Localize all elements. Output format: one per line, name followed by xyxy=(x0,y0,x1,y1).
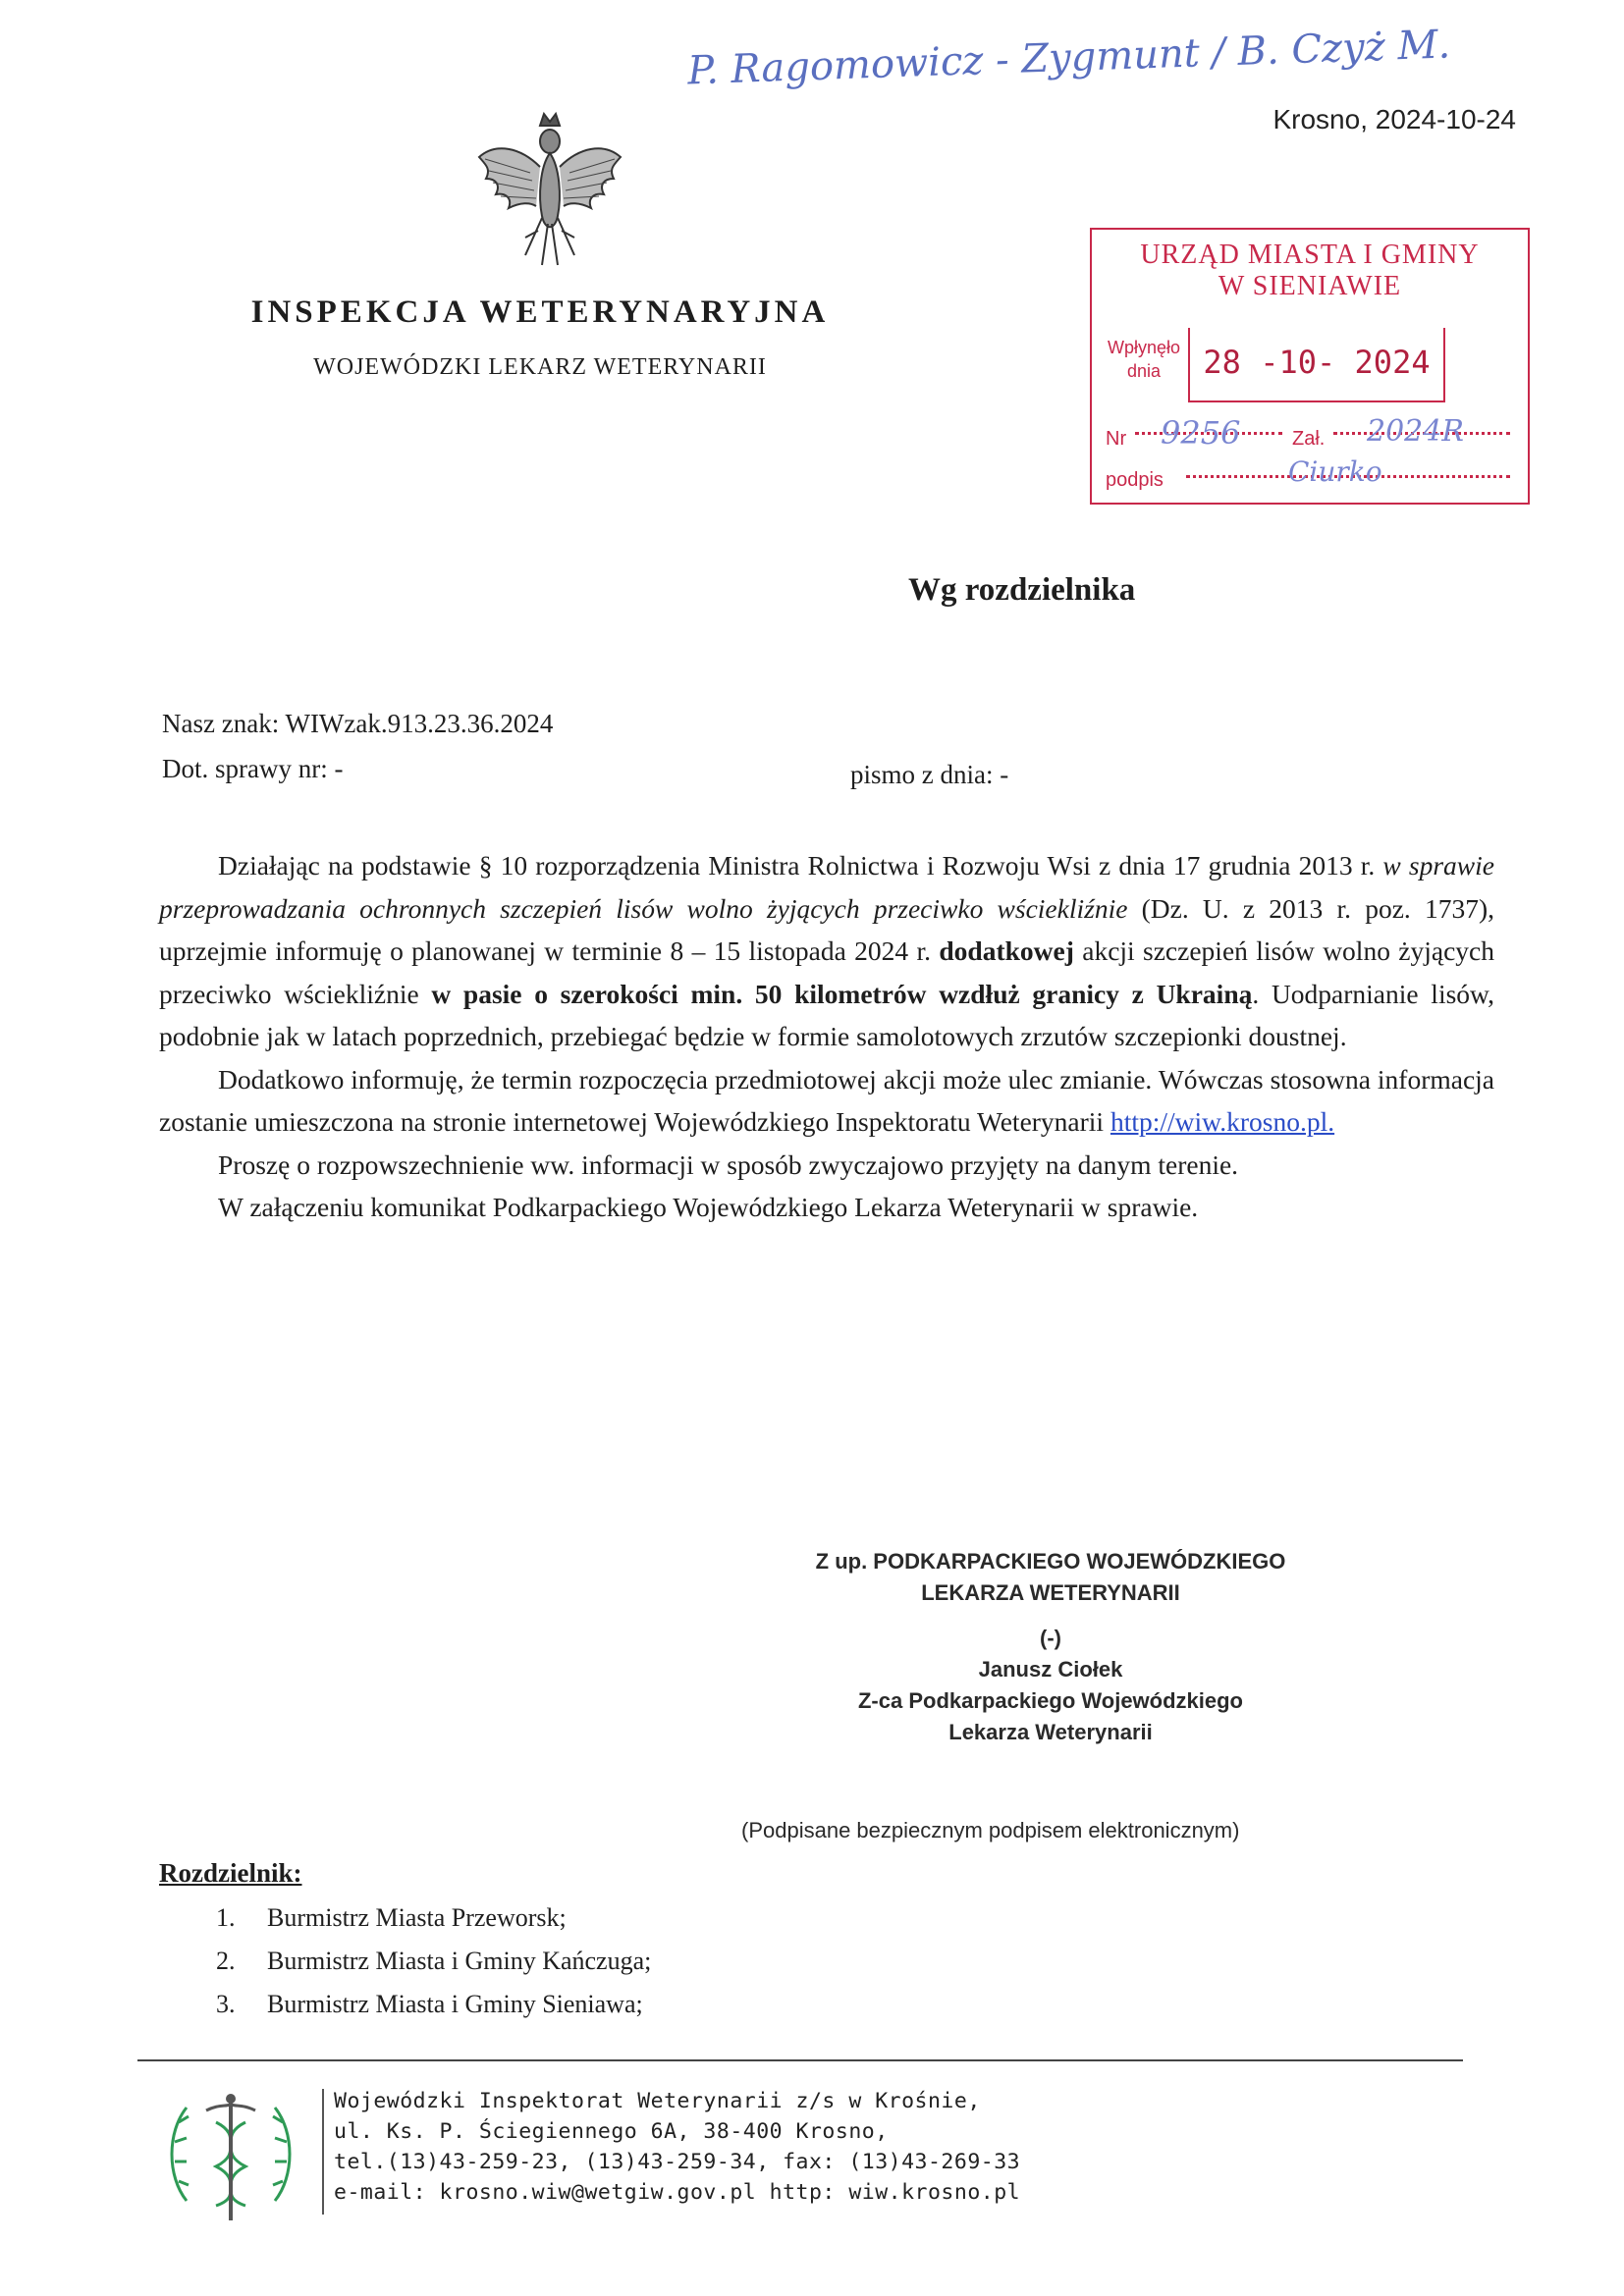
signature-mark: (-) xyxy=(1040,1626,1061,1650)
distribution-heading: Rozdzielnik: xyxy=(159,1858,302,1888)
stamp-nr-label: Nr xyxy=(1106,428,1127,450)
distribution-item xyxy=(216,1940,651,1983)
paragraph-4: W załączeniu komunikat Podkarpackiego Wojewódzkiego Lekarza Weterynarii w sprawie. xyxy=(218,1192,1199,1222)
distribution-item-text: Burmistrz Miasta Przeworsk; xyxy=(267,1903,567,1932)
letter-body xyxy=(159,844,1494,1229)
stamp-date-box xyxy=(1188,328,1445,402)
addressee: Wg rozdzielnika xyxy=(908,572,1136,608)
distribution-item-number: 1. xyxy=(216,1903,236,1932)
footer-vertical-bar xyxy=(322,2089,324,2215)
electronic-signature-note: (Podpisane bezpiecznym podpisem elektronicznym) xyxy=(741,1818,1240,1842)
distribution-item xyxy=(216,1983,651,2026)
our-reference: Nasz znak: WIWzak.913.23.36.2024 xyxy=(162,709,554,738)
stamp-podpis-label: podpis xyxy=(1106,469,1164,491)
p1-text-c: (Dz. U. z 2013 r. poz. 1737), uprzejmie informuję o planowanej w terminie 8 – 15 listopada 2024 r. xyxy=(159,892,1495,966)
distribution-item-text: Burmistrz Miasta i Gminy Kańczuga; xyxy=(267,1947,652,1975)
stamp-zal-label: Zał. xyxy=(1292,428,1326,450)
distribution-item xyxy=(216,1896,651,1940)
institution-header xyxy=(187,294,893,381)
signature-line1: Z up. PODKARPACKIEGO WOJEWÓDZKIEGO xyxy=(815,1549,1286,1574)
letter-date: Krosno, 2024-10-24 xyxy=(1272,104,1516,134)
footer-line4: e-mail: krosno.wiw@wetgiw.gov.pl http: wiw.krosno.pl xyxy=(334,2180,1021,2205)
p1-regulation-title: w sprawie przeprowadzania ochronnych szczepień lisów wolno żyjących przeciwko wściekliźnie xyxy=(159,850,1494,924)
stamp-received-label: Wpłynęło dnia xyxy=(1107,338,1181,381)
veterinary-caduceus-logo-icon xyxy=(157,2083,304,2230)
institution-title: INSPEKCJA WETERYNARYJNA xyxy=(250,294,830,330)
case-number: Dot. sprawy nr: - xyxy=(162,754,344,783)
handwritten-note: P. Ragomowicz - Zygmunt / B. Czyż M. xyxy=(686,22,1451,94)
signatory-role-line1: Z-ca Podkarpackiego Wojewódzkiego xyxy=(857,1688,1243,1713)
letter-reference-date: pismo z dnia: - xyxy=(850,760,1009,789)
p1-emphasis-additional: dodatkowej xyxy=(939,935,1074,966)
p1-text-a: Działając na podstawie § 10 rozporządzenia Ministra Rolnictwa i Rozwoju Wsi z dnia 17 grudnia 2013 r. xyxy=(218,850,1383,881)
p1-emphasis-border-zone: w pasie o szerokości min. 50 kilometrów wzdłuż granicy z Ukrainą xyxy=(431,978,1253,1009)
distribution-item-number: 3. xyxy=(216,1990,236,2018)
signature-block xyxy=(746,1546,1355,1748)
stamp-received-date: 28 -10- 2024 xyxy=(1203,344,1431,381)
signature-line2: LEKARZA WETERYNARII xyxy=(921,1580,1180,1605)
stamp-zal-value: 2024R xyxy=(1367,414,1464,449)
p1-text-g: . Uodparnianie lisów, podobnie jak w latach poprzednich, przebiegać będzie w formie samolotowych zrzutów szczepionki doustnej. xyxy=(159,978,1494,1051)
paragraph-3: Proszę o rozpowszechnienie ww. informacji w sposób zwyczajowo przyjęty na danym terenie. xyxy=(218,1148,1239,1180)
signatory-name: Janusz Ciołek xyxy=(978,1657,1123,1682)
distribution-item-number: 2. xyxy=(216,1947,236,1975)
stamp-office-line1: URZĄD MIASTA I GMINY xyxy=(1140,240,1480,270)
distribution-list xyxy=(216,1896,651,2026)
registry-stamp xyxy=(1090,228,1530,505)
footer-line2: ul. Ks. P. Ściegiennego 6A, 38-400 Krosno, xyxy=(334,2119,889,2144)
footer-line3: tel.(13)43-259-23, (13)43-259-34, fax: (13)43-269-33 xyxy=(334,2150,1021,2174)
stamp-office-line2: W SIENIAWIE xyxy=(1218,271,1402,301)
signatory-role-line2: Lekarza Weterynarii xyxy=(948,1720,1153,1744)
footer-address xyxy=(334,2086,1020,2208)
stamp-received-row xyxy=(1092,330,1528,404)
distribution-item-text: Burmistrz Miasta i Gminy Sieniawa; xyxy=(267,1990,643,2018)
polish-eagle-emblem-icon xyxy=(471,108,628,275)
footer-divider xyxy=(137,2059,1463,2061)
p2-text: Dodatkowo informuję, że termin rozpoczęcia przedmiotowej akcji może ulec zmianie. Wówczas stosowna informacja zostanie umieszczona na stronie internetowej Wojewódzkiego Inspektoratu Weterynarii xyxy=(159,1063,1494,1137)
stamp-podpis-value: Ciurko xyxy=(1288,455,1382,488)
paragraph-1 xyxy=(159,844,1494,1058)
wiw-website-link[interactable]: http://wiw.krosno.pl. xyxy=(1110,1106,1335,1137)
footer-line1: Wojewódzki Inspektorat Weterynarii z/s w Krośnie, xyxy=(334,2089,981,2113)
stamp-nr-value: 9256 xyxy=(1161,414,1241,452)
paragraph-2 xyxy=(159,1058,1494,1144)
p1-text-e: akcji szczepień lisów wolno żyjących przeciwko wściekliźnie xyxy=(159,935,1495,1009)
institution-subtitle: WOJEWÓDZKI LEKARZ WETERYNARII xyxy=(313,354,767,380)
